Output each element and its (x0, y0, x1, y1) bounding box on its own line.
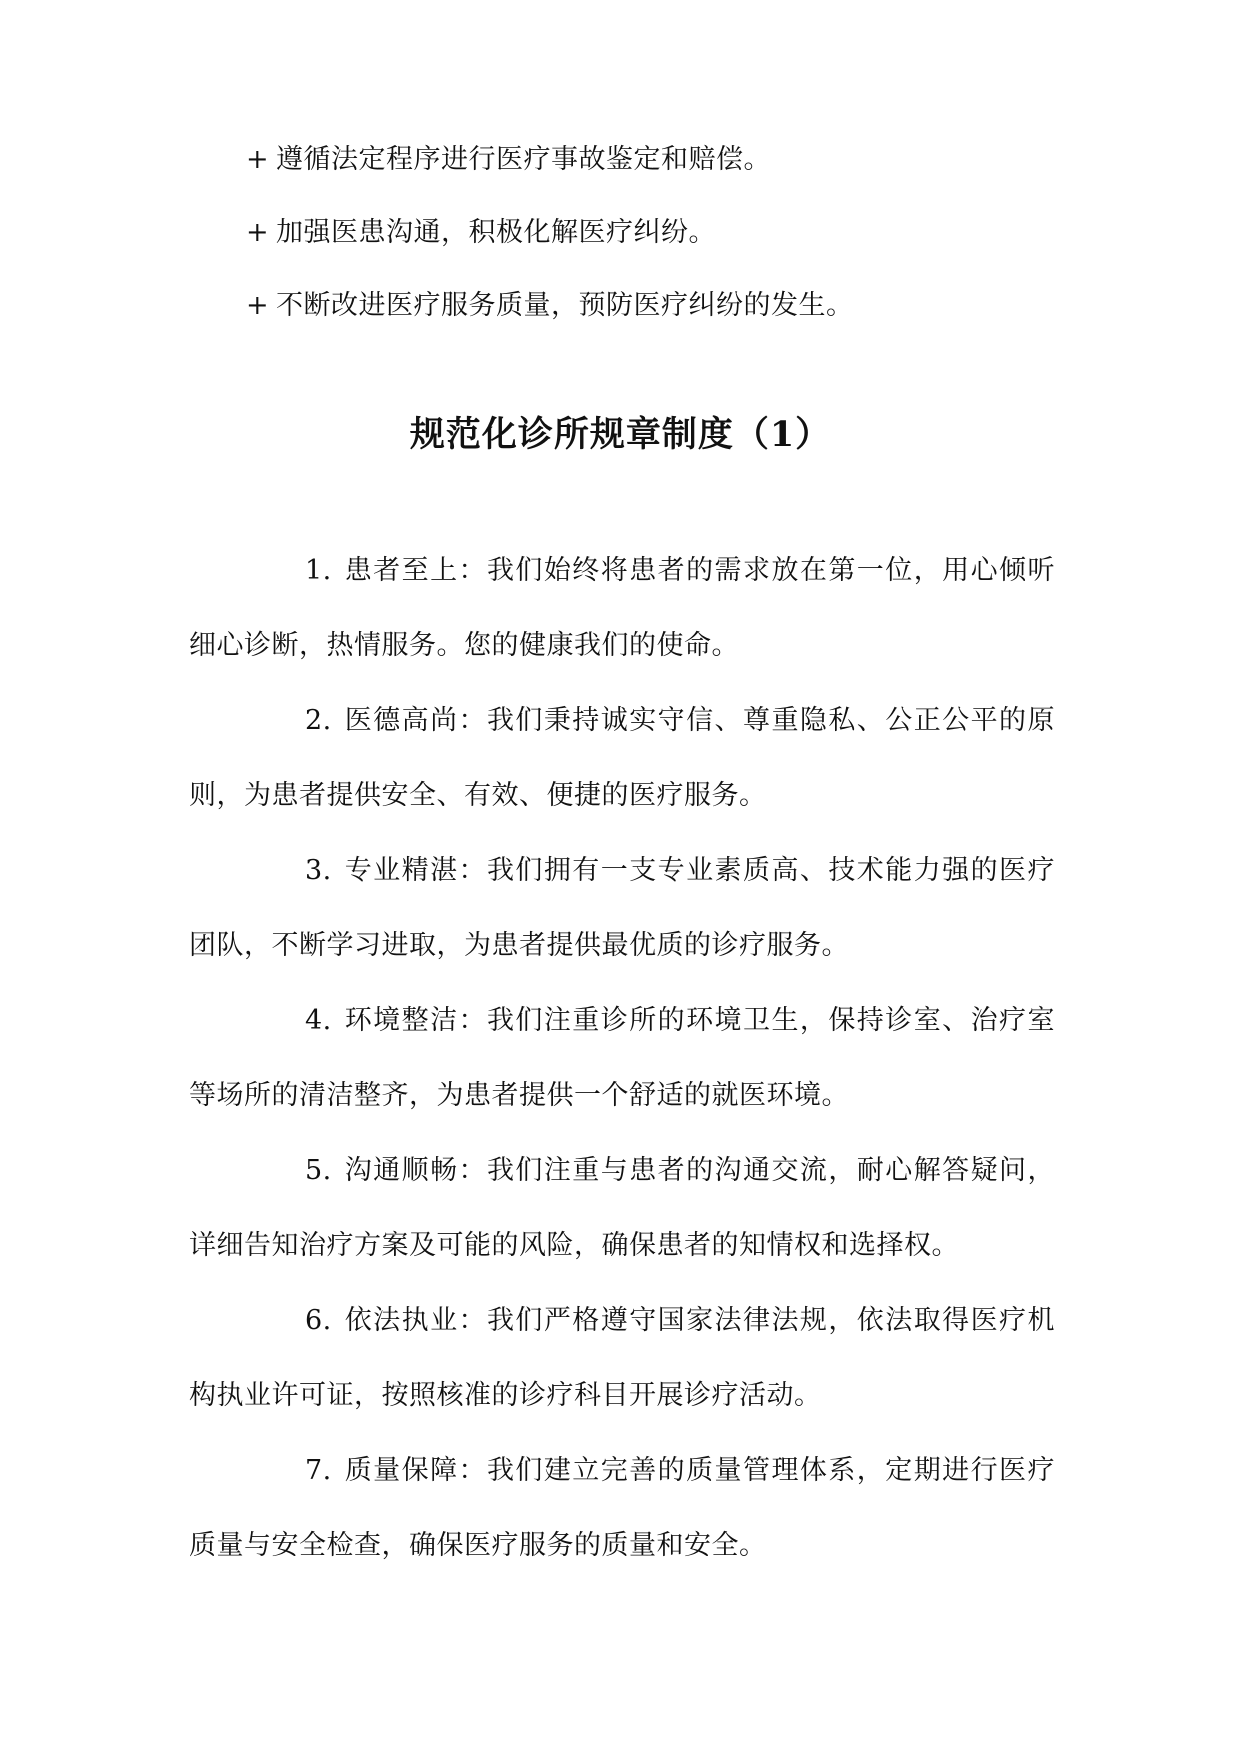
rule-paragraph (189, 1433, 1055, 1583)
rule-text: 沟通顺畅：我们注重与患者的沟通交流，耐心解答疑问，详细告知治疗方案及可能的风险，确保患者的知情权和选择权。 (189, 1155, 1055, 1261)
rule-paragraph (189, 1133, 1055, 1283)
rule-paragraph (189, 683, 1055, 833)
page-title: 规范化诊所规章制度（1） (409, 414, 832, 455)
rule-text: 质量保障：我们建立完善的质量管理体系，定期进行医疗质量与安全检查，确保医疗服务的质量和安全。 (189, 1455, 1055, 1561)
bullet-list (246, 142, 1146, 361)
rule-number: 5. (305, 1155, 332, 1186)
bullet-text: 加强医患沟通，积极化解医疗纠纷。 (276, 217, 716, 248)
bullet-item (246, 142, 1146, 178)
bullet-text: 遵循法定程序进行医疗事故鉴定和赔偿。 (276, 144, 771, 175)
rule-text: 依法执业：我们严格遵守国家法律法规，依法取得医疗机构执业许可证，按照核准的诊疗科目开展诊疗活动。 (189, 1305, 1055, 1411)
bullet-item (246, 288, 1146, 324)
rule-number: 6. (305, 1305, 332, 1336)
rule-number: 1. (305, 555, 332, 586)
rule-paragraph (189, 1283, 1055, 1433)
bullet-text: 不断改进医疗服务质量，预防医疗纠纷的发生。 (276, 290, 854, 321)
rule-text: 患者至上：我们始终将患者的需求放在第一位，用心倾听细心诊断，热情服务。您的健康我们的使命。 (189, 555, 1055, 661)
bullet-mark: + (246, 290, 270, 321)
rule-paragraph (189, 983, 1055, 1133)
bullet-mark: + (246, 217, 270, 248)
rules-list (189, 533, 1055, 1583)
rule-paragraph (189, 833, 1055, 983)
rule-number: 4. (305, 1005, 332, 1036)
rule-text: 医德高尚：我们秉持诚实守信、尊重隐私、公正公平的原则，为患者提供安全、有效、便捷的医疗服务。 (189, 705, 1055, 811)
rule-text: 环境整洁：我们注重诊所的环境卫生，保持诊室、治疗室等场所的清洁整齐，为患者提供一个舒适的就医环境。 (189, 1005, 1055, 1111)
rule-paragraph (189, 533, 1055, 683)
bullet-mark: + (246, 144, 270, 175)
rule-text: 专业精湛：我们拥有一支专业素质高、技术能力强的医疗团队，不断学习进取，为患者提供最优质的诊疗服务。 (189, 855, 1055, 961)
rule-number: 3. (305, 855, 332, 886)
bullet-item (246, 215, 1146, 251)
rule-number: 7. (305, 1455, 332, 1486)
rule-number: 2. (305, 705, 332, 736)
